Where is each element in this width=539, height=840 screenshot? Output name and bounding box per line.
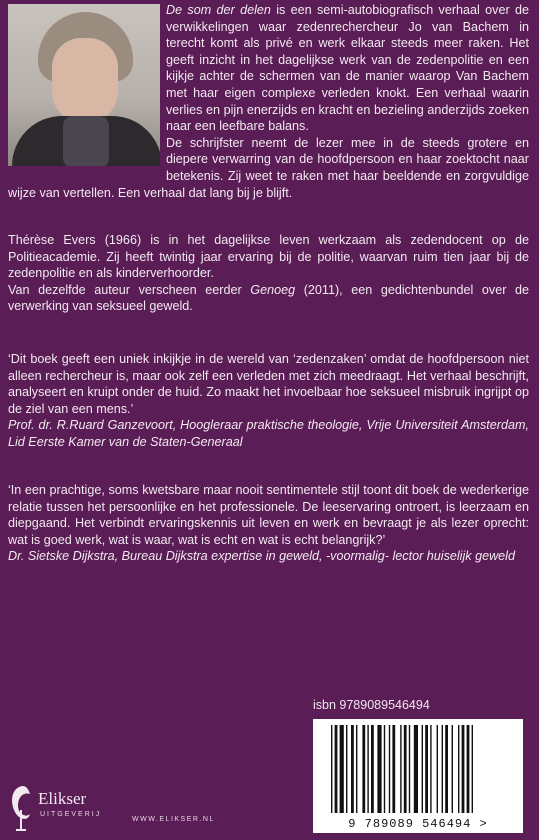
intro-block	[8, 2, 529, 201]
publisher-logo	[8, 780, 128, 830]
quote-1-attribution: Prof. dr. R.Ruard Ganzevoort, Hoogleraar praktische theologie, Vrije Universiteit Amsterdam, Lid Eerste Kamer van de Staten-Generaal	[8, 418, 529, 449]
publisher-logo-icon	[8, 780, 34, 832]
barcode-bars-icon	[331, 725, 507, 813]
isbn-label: isbn 9789089546494	[313, 698, 430, 712]
quote-2-attribution: Dr. Sietske Dijkstra, Bureau Dijkstra expertise in geweld, -voormalig- lector huiselijk geweld	[8, 549, 515, 564]
bio-paragraph-2: Van dezelfde auteur verscheen eerder Genoeg (2011), een gedichtenbundel over de verwerking van seksueel geweld.	[8, 282, 529, 314]
bio-paragraph: Thérèse Evers (1966) is in het dagelijkse leven werkzaam als zedendocent op de Politieacademie. Zij heeft twintig jaar ervaring bij de politie, waarvan ruim tien jaar bij de zedenpolitie en als kinderverhoorder.	[8, 233, 529, 281]
previous-book-title: Genoeg	[250, 282, 296, 297]
quote-2	[8, 482, 529, 565]
quote-2-text: ‘In een prachtige, soms kwetsbare maar nooit sentimentele stijl toont dit boek de wederkerige relatie tussen het persoonlijke en het professionele. De leeservaring ontroert, is leerzaam en diepgaand. Het verbindt ervaringskennis uit leven en werk en bevraagt je als lezer oprecht: wat is goed werk, wat is waar, wat is echt en wat is echt belangrijk?’	[8, 483, 529, 547]
publisher-sub: UITGEVERIJ	[40, 811, 102, 818]
publisher-name: Elikser	[38, 789, 87, 808]
publisher-website: WWW.ELIKSER.NL	[132, 816, 215, 823]
book-title: De som der delen	[166, 3, 271, 17]
intro-paragraph-2: De schrijfster neemt de lezer mee in de steeds grotere en diepere verwarring van de hoofdpersoon en haar zoektocht naar betekenis. Zij weet te raken met haar beeldende en zorgvuldige wijze van vertellen. Een verhaal dat lang bij je blijft.	[8, 135, 529, 200]
intro-paragraph: De som der delen is een semi-autobiografisch verhaal over de verwikkelingen waar zedenrechercheur Jo van Bachem in terecht komt als privé en werk elkaar steeds meer raken. Het geeft inzicht in het dagelijkse werk van de zedenpolitie en een kijkje achter de schermen van de manier waarop Van Bachem met haar eigen complexe verleden knokt. Een verhaal waarin verlies en pijn enerzijds en kracht en bezieling anderzijds zoeken naar een leefbare balans.	[166, 3, 530, 134]
barcode	[313, 719, 523, 833]
bio-block	[8, 232, 529, 315]
barcode-digits: 9 789089 546494 >	[348, 817, 488, 831]
quote-1	[8, 351, 529, 451]
quote-1-text: ‘Dit boek geeft een uniek inkijkje in de wereld van ‘zedenzaken’ omdat de hoofdpersoon niet alleen rechercheur is, maar ook zelf een verleden met zich meedraagt. Het verhaal beschrijft, analyseert en kruipt onder de huid. Zo maakt het invoelbaar hoe seksueel misbruik ingrijpt op de ziel van een mens.’	[8, 352, 529, 416]
